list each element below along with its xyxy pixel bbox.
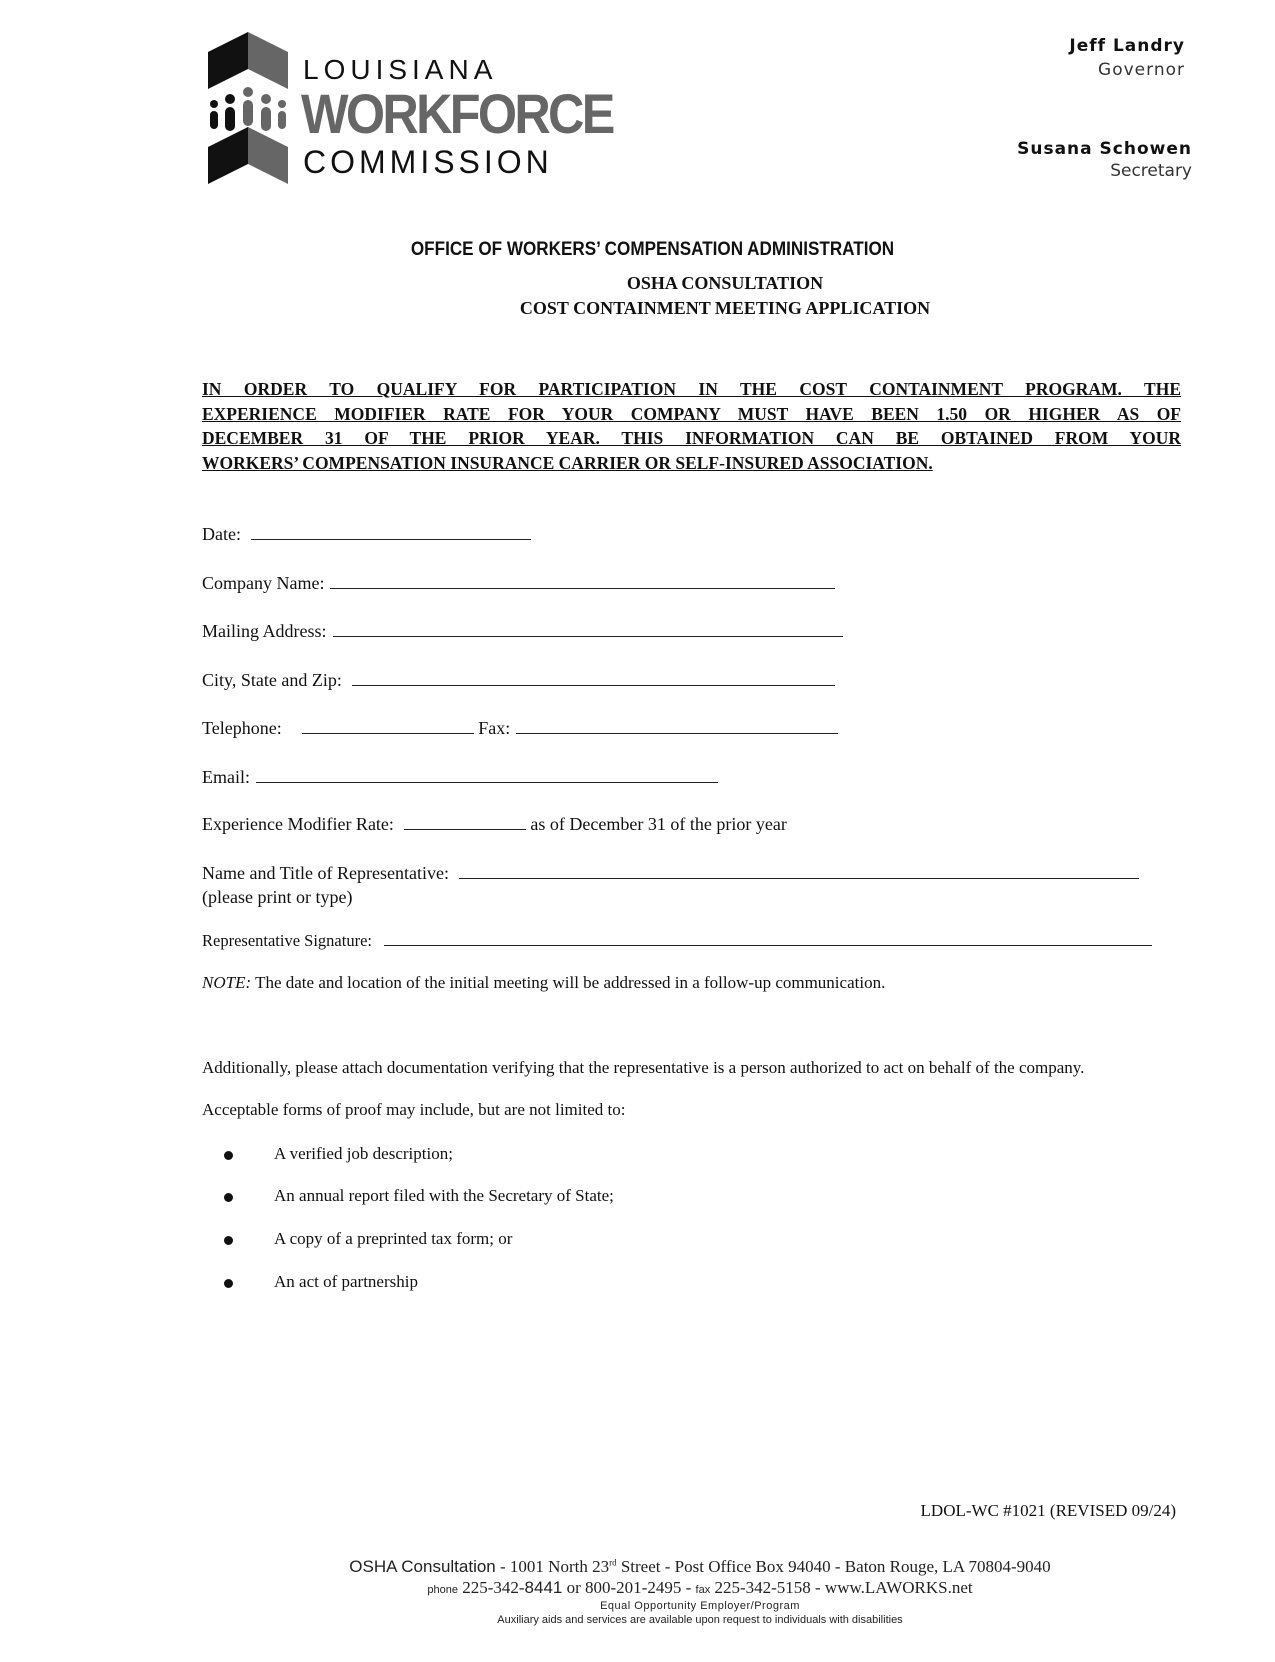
notice-line: DECEMBER 31 OF THE PRIOR YEAR. THIS INFORMATION CAN BE OBTAINED FROM YOUR <box>202 428 1181 448</box>
representative-hint: (please print or type) <box>202 887 353 907</box>
emr-label: Experience Modifier Rate: <box>202 814 394 834</box>
footer-address-b: Street - Post Office Box 94040 - Baton Rouge, LA 70804-9040 <box>616 1557 1051 1576</box>
footer-aux: Auxiliary aids and services are available upon request to individuals with disabilities <box>497 1614 903 1626</box>
footer-address-a: - 1001 North 23 <box>495 1557 610 1576</box>
footer-fax-label: fax <box>695 1584 711 1596</box>
footer-fax: 225-342-5158 - www.LAWORKS.net <box>714 1578 973 1597</box>
footer-phone-label: phone <box>427 1584 458 1596</box>
bullet-icon <box>224 1151 233 1160</box>
city-state-zip-field[interactable] <box>202 669 835 690</box>
representative-field[interactable] <box>202 862 1139 883</box>
office-title: OFFICE OF WORKERS’ COMPENSATION ADMINISTRATION <box>410 239 895 260</box>
date-field[interactable] <box>202 523 531 544</box>
company-name-field[interactable] <box>202 572 835 593</box>
telephone-label: Telephone: <box>202 718 282 738</box>
signature-field[interactable] <box>202 929 1152 951</box>
logo-text-workforce: WORKFORCE <box>301 82 613 145</box>
lwc-logo <box>208 32 613 184</box>
signature-input[interactable] <box>384 929 1152 946</box>
qualification-notice <box>202 377 1181 475</box>
representative-input[interactable] <box>459 862 1139 879</box>
bullet-icon <box>224 1236 233 1245</box>
footer-phone-b: 8441 <box>524 1578 563 1597</box>
proof-item: A copy of a preprinted tax form; or <box>274 1229 513 1248</box>
bullet-icon <box>224 1193 233 1202</box>
secretary-name: Susana Schowen <box>1017 139 1192 159</box>
email-input[interactable] <box>256 766 718 783</box>
proof-item: An act of partnership <box>274 1272 418 1291</box>
notice-line: EXPERIENCE MODIFIER RATE FOR YOUR COMPANY MUST HAVE BEEN 1.50 OR HIGHER AS OF <box>202 403 1181 424</box>
notice-line: IN ORDER TO QUALIFY FOR PARTICIPATION IN THE COST CONTAINMENT PROGRAM. THE <box>202 379 1181 399</box>
logo-text-louisiana: LOUISIANA <box>303 54 498 85</box>
emr-suffix: as of December 31 of the prior year <box>530 814 787 834</box>
date-label: Date: <box>202 524 241 544</box>
governor-name: Jeff Landry <box>1069 36 1185 56</box>
notice-line: WORKERS’ COMPENSATION INSURANCE CARRIER OR SELF-INSURED ASSOCIATION. <box>202 452 933 473</box>
mailing-address-field[interactable] <box>202 620 843 641</box>
footer-eeo: Equal Opportunity Employer/Program <box>600 1600 800 1612</box>
telephone-field[interactable] <box>202 717 838 738</box>
proof-item: An annual report filed with the Secretary of State; <box>274 1186 614 1205</box>
emr-input[interactable] <box>404 813 526 830</box>
city-state-zip-label: City, State and Zip: <box>202 670 342 690</box>
telephone-input[interactable] <box>302 717 474 734</box>
fax-label: Fax: <box>478 718 511 738</box>
logo-text-commission: COMMISSION <box>303 144 553 180</box>
signature-label: Representative Signature: <box>202 931 372 950</box>
emr-field[interactable] <box>202 813 787 834</box>
bullet-icon <box>224 1279 233 1288</box>
mailing-address-input[interactable] <box>333 620 843 637</box>
footer-phone <box>0 1578 1275 1598</box>
footer-org: OSHA Consultation <box>349 1557 496 1576</box>
governor-title: Governor <box>1098 60 1185 80</box>
fax-input[interactable] <box>516 717 838 734</box>
email-label: Email: <box>202 767 250 787</box>
additional-instructions: Additionally, please attach documentation verifying that the representative is a person authorized to act on behalf of the company. <box>202 1058 1085 1077</box>
form-title: COST CONTAINMENT MEETING APPLICATION <box>519 298 931 318</box>
city-state-zip-input[interactable] <box>352 669 835 686</box>
footer-phone-c: or 800-201-2495 - <box>562 1578 696 1597</box>
mailing-address-label: Mailing Address: <box>202 621 327 641</box>
note-prefix: NOTE: <box>202 973 252 992</box>
representative-label: Name and Title of Representative: <box>202 863 449 883</box>
secretary-title: Secretary <box>1110 161 1192 181</box>
email-field[interactable] <box>202 766 718 787</box>
footer-address-sup: rd <box>609 1557 617 1568</box>
program-title: OSHA CONSULTATION <box>626 273 824 293</box>
proof-intro: Acceptable forms of proof may include, but are not limited to: <box>202 1100 626 1119</box>
note-text: The date and location of the initial meeting will be addressed in a follow-up communication. <box>255 973 886 992</box>
company-name-input[interactable] <box>330 572 835 589</box>
proof-item: A verified job description; <box>274 1144 453 1163</box>
company-name-label: Company Name: <box>202 573 325 593</box>
form-number: LDOL-WC #1021 (REVISED 09/24) <box>920 1501 1176 1520</box>
note <box>202 973 885 993</box>
date-input[interactable] <box>251 523 531 540</box>
footer-phone-a: 225-342- <box>462 1578 525 1597</box>
logo-mark-icon <box>208 32 288 184</box>
footer-address <box>0 1557 1275 1577</box>
